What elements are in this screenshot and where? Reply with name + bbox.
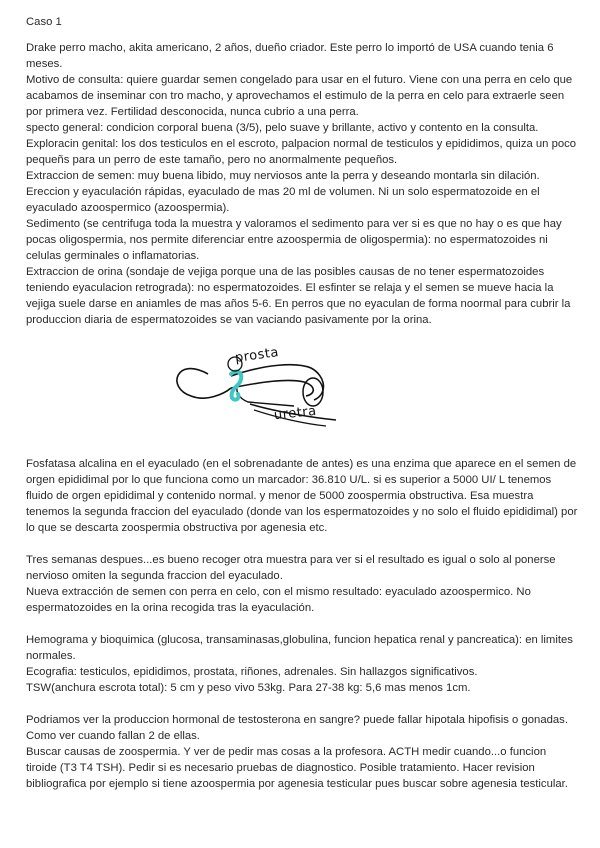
three-weeks-later: Tres semanas despues...es bueno recoger otra muestra para ver si el resultado es igual o solo al ponerse nervioso omiten la segunda fraccion del eyaculado.	[26, 554, 556, 582]
ultrasound: Ecografia: testiculos, epididimos, prostata, riñones, adrenales. Sin hallazgos significativos.	[26, 666, 478, 678]
section-anamnesis	[26, 40, 578, 328]
new-extraction: Nueva extracción de semen con perra en celo, con el mismo resultado: eyaculado azoospermico. No espermatozoides en la orina recogida tras la eyaculación.	[26, 586, 531, 614]
section-phosphatase	[26, 456, 578, 536]
document-page	[26, 14, 578, 792]
reproductive-tract-sketch	[26, 338, 578, 456]
scrotal-width: TSW(anchura escrota total): 5 cm y peso vivo 53kg. Para 27-38 kg: 5,6 mas menos 1cm.	[26, 682, 471, 694]
bloodwork: Hemograma y bioquimica (glucosa, transaminasas,globulina, funcion hepatica renal y pancreatica): en limites normales.	[26, 634, 573, 662]
bladder-outline	[177, 369, 231, 399]
search-causes: Buscar causas de zoospermia. Y ver de pedir mas cosas a la profesora. ACTH medir cuando...o funcion tiroide (T3 T4 TSH). Pedir si es necesario pruebas de diagnostico. Posible tratamiento. Hacer revision bibliografica por ejemplo si tiene azoospermia por agenesia testicular pues buscar sobre agenesia testicular.	[26, 746, 568, 790]
genital-exam: Exploracin genital: los dos testiculos en el escroto, palpacion normal de testiculos y epididimos, quiza un poco pequeñs para un perro de este tamaño, pero no anormalmente pequeños.	[26, 138, 577, 166]
section-next-steps	[26, 712, 578, 792]
urine-extraction: Extraccion de orina (sondaje de vejiga porque una de las posibles causas de no tener espermatozoides teniendo eyaculacion retrograda): no espermatozoides. El esfinter se relaja y el semen se mueve hacia la vejiga suele darse en aniamles de mas años 5-6. En perros que no eyaculan de forma noormal para cubrir la produccion diaria de espermatozoides se van vaciando pasivamente por la orina.	[26, 266, 571, 326]
erection-ejaculation: Ereccion y eyaculación rápidas, eyaculado de mas 20 ml de volumen. Ni un solo espermatozoide en el eyaculado azoospermico (azoospermia).	[26, 186, 540, 214]
consult-reason: Motivo de consulta: quiere guardar semen congelado para usar en el futuro. Viene con una perra en celo que acabamos de inseminar con tro macho, y aprovechamos el estimulo de la perra en celo para extraerle seen por primera vez. Fertilidad desconocida, nunca cubrio a una perra.	[26, 74, 573, 118]
hormone-question: Podriamos ver la produccion hormonal de testosterona en sangre? puede fallar hipotala hipofisis o gonadas. Como ver cuando fallan 2 de ellas.	[26, 714, 568, 742]
duct-lower	[231, 380, 313, 396]
sediment: Sedimento (se centrifuga toda la muestra y valoramos el sedimento para ver si es que no hay o es que hay pocas oligospermia, nos permite diferenciar entre azoospermia de oligospermia): no espermatozoides ni celulas germinales o inflamatorias.	[26, 218, 562, 262]
uretra-label: uretra	[273, 403, 318, 424]
case-title: Caso 1	[26, 16, 62, 28]
prostata-label: prosta	[234, 345, 280, 367]
patient-info: Drake perro macho, akita americano, 2 años, dueño criador. Este perro lo importó de USA cuando tenia 6 meses.	[26, 42, 554, 70]
hand-drawn-diagram	[26, 338, 578, 456]
section-lab-results	[26, 632, 578, 696]
semen-extraction: Extraccion de semen: muy buena libido, muy nerviosos ante la perra y deseando montarla sin dilación.	[26, 170, 540, 182]
general-aspect: specto general: condicion corporal buena (3/5), pelo suave y brillante, activo y contento en la consulta.	[26, 122, 539, 134]
section-followup	[26, 552, 578, 616]
alkaline-phosphatase: Fosfatasa alcalina en el eyaculado (en el sobrenadante de antes) es una enzima que aparece en el semen de orgen epididimal por lo que funciona como un marcador: 36.810 U/L. si es superior a 5000 UI/ L tenemos fluido de orgen epididimal y contenido normal. y menor de 5000 zoospermia obstructiva. Esa muestra tenemos la segunda fraccion del eyaculado (donde van los espermatozoides y no solo el fluido epididimal) por lo que se descarta zoospermia obstructiva por agenesia etc.	[26, 458, 578, 534]
